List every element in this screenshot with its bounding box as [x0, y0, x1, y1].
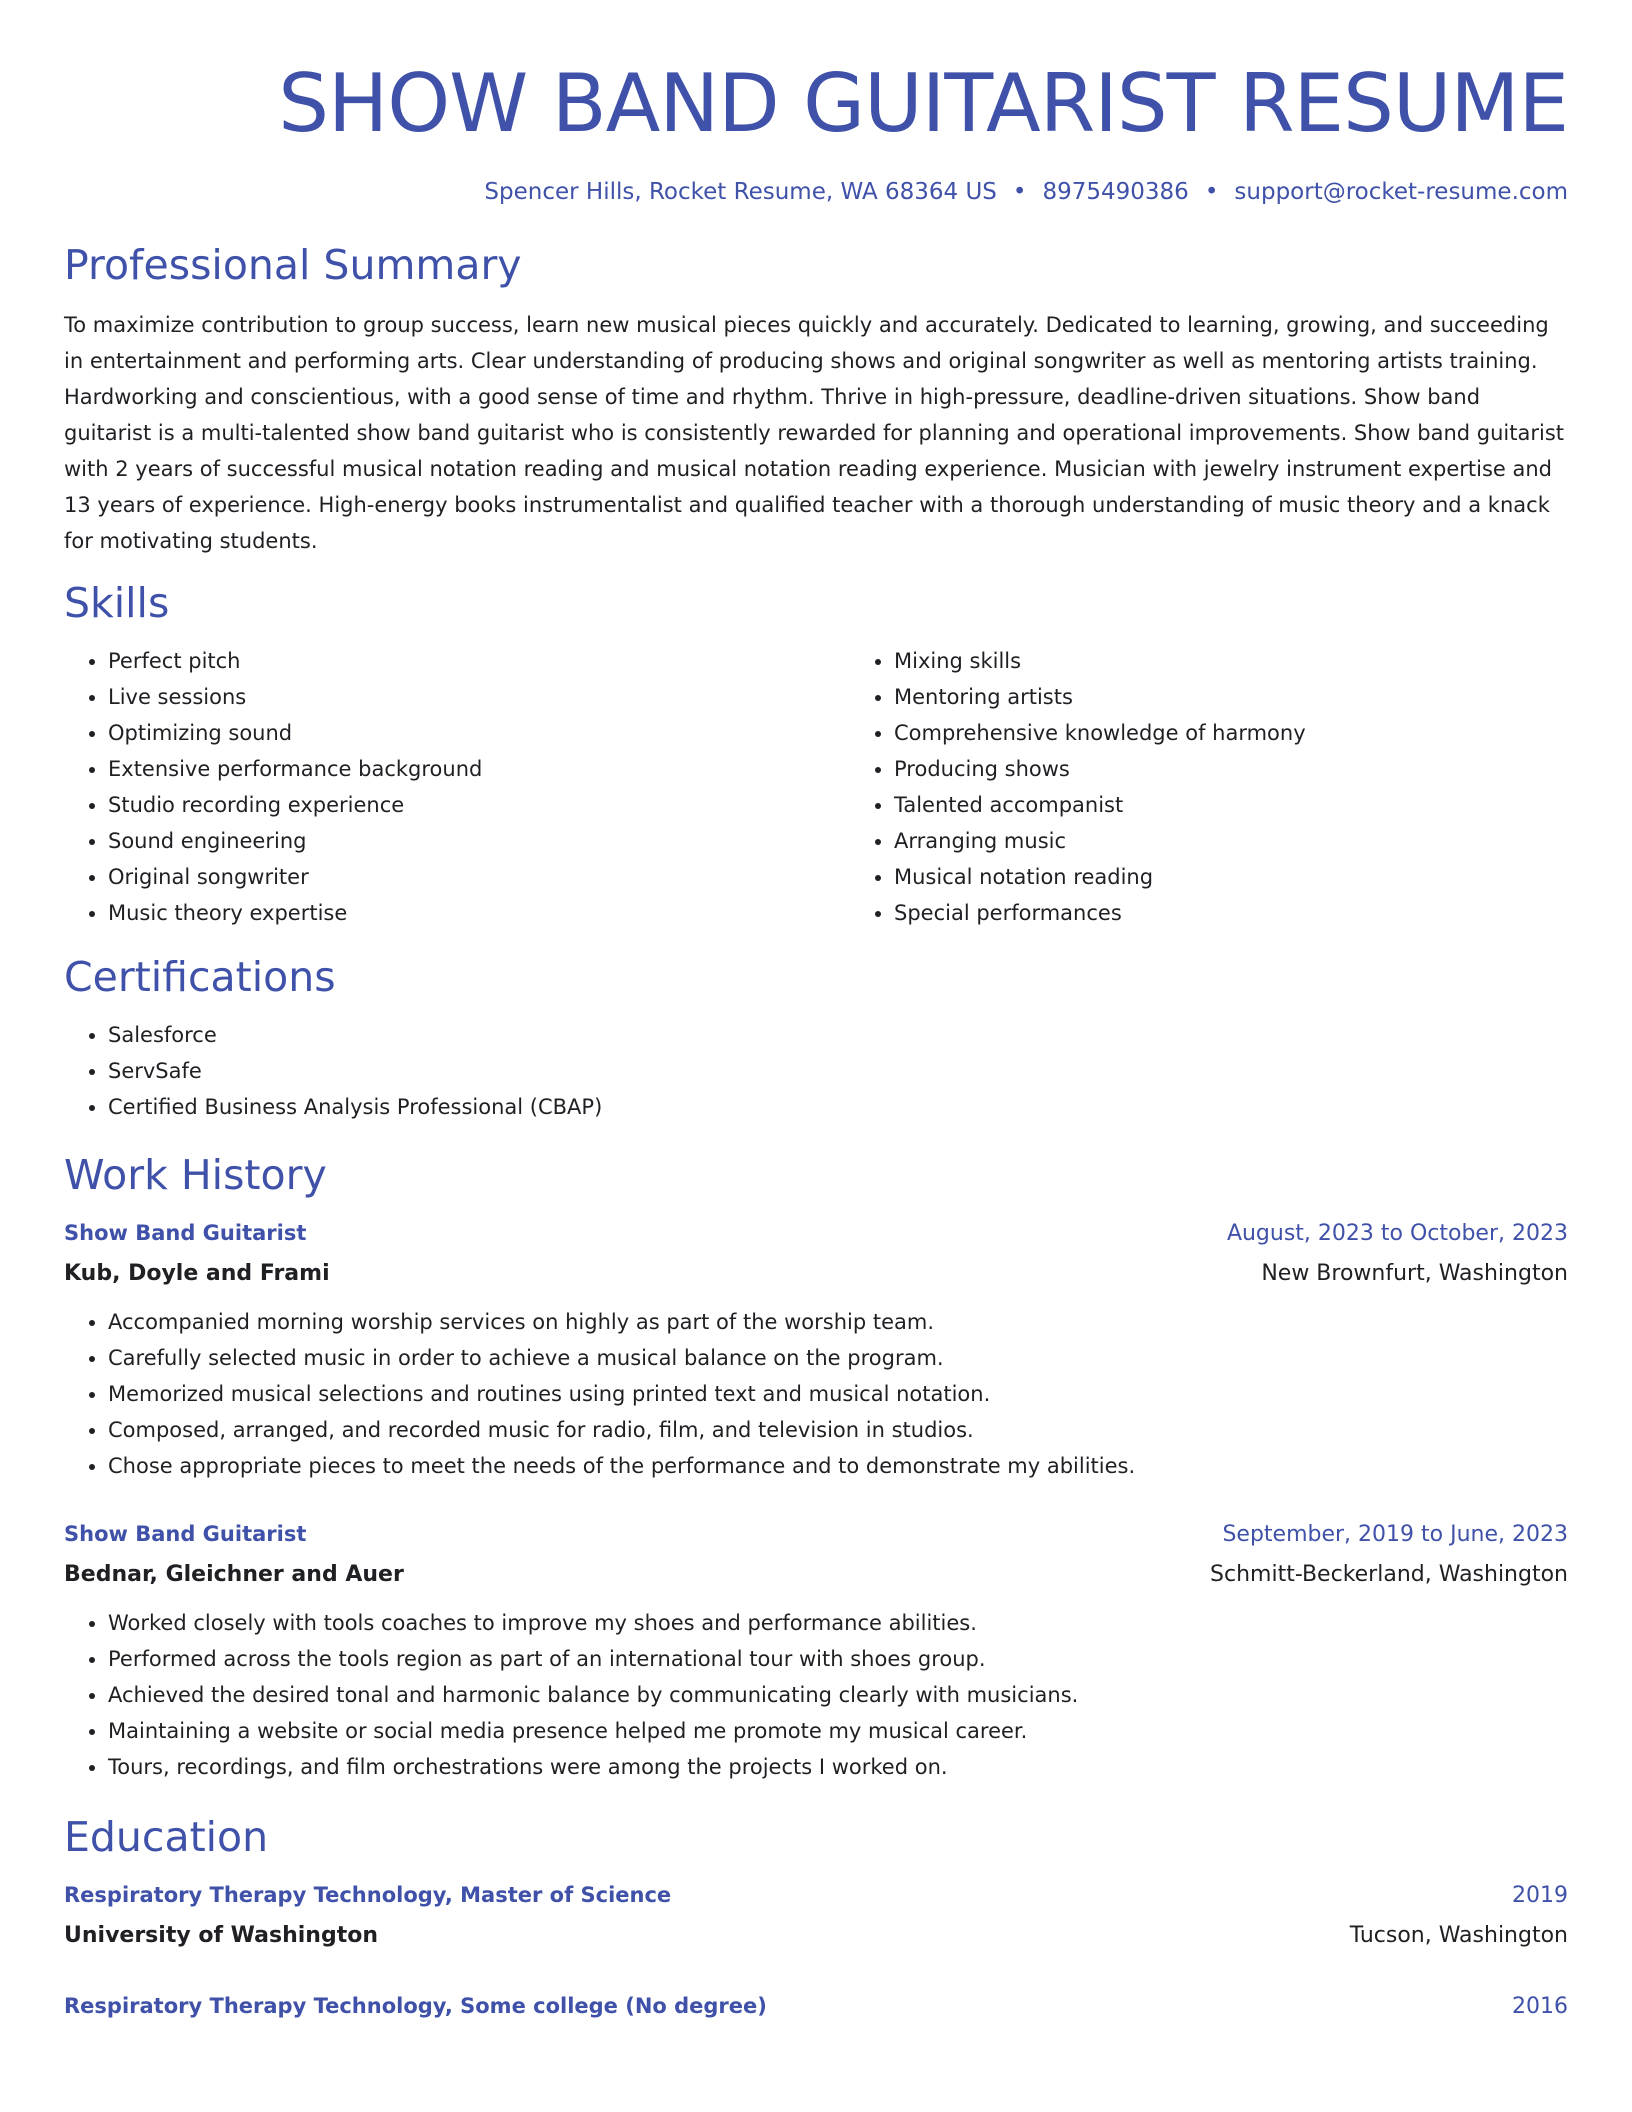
certification-item: • Certified Business Analysis Professional (CBAP)	[108, 1089, 1568, 1125]
skill-item: • Comprehensive knowledge of harmony	[894, 715, 1568, 751]
section-heading-summary: Professional Summary	[64, 241, 522, 289]
skill-item: • Live sessions	[108, 679, 850, 715]
job-duty-item: • Maintaining a website or social media presence helped me promote my musical career.	[108, 1713, 1568, 1749]
job-duty-item: • Worked closely with tools coaches to improve my shoes and performance abilities.	[108, 1605, 1568, 1641]
contact-separator: •	[1204, 179, 1219, 205]
contact-address: Spencer Hills, Rocket Resume, WA 68364 US	[484, 179, 997, 205]
skill-item: • Extensive performance background	[108, 751, 850, 787]
job-employer-row	[64, 1254, 1568, 1294]
education-header-row	[64, 1986, 1568, 2027]
skill-item: • Perfect pitch	[108, 643, 850, 679]
job-duty-item: • Performed across the tools region as part of an international tour with shoes group.	[108, 1641, 1568, 1677]
skills-list	[64, 643, 1568, 931]
skill-item: • Original songwriter	[108, 859, 850, 895]
job-entry	[64, 1213, 1568, 1484]
job-entry	[64, 1514, 1568, 1785]
job-employer-row	[64, 1555, 1568, 1595]
contact-separator: •	[1012, 179, 1027, 205]
job-duty-item: • Tours, recordings, and film orchestrations were among the projects I worked on.	[108, 1749, 1568, 1785]
job-duty-item: • Chose appropriate pieces to meet the needs of the performance and to demonstrate my abilities.	[108, 1448, 1568, 1484]
certification-item: • ServSafe	[108, 1053, 1568, 1089]
job-duties-list	[64, 1605, 1568, 1785]
education-degree: Respiratory Therapy Technology, Some college (No degree)	[64, 1994, 767, 2018]
education-school-row	[64, 1916, 1568, 1956]
job-duty-item: • Achieved the desired tonal and harmonic balance by communicating clearly with musicians.	[108, 1677, 1568, 1713]
job-duty-item: • Composed, arranged, and recorded music for radio, film, and television in studios.	[108, 1412, 1568, 1448]
skill-item: • Arranging music	[894, 823, 1568, 859]
job-header-row	[64, 1213, 1568, 1254]
contact-line	[64, 176, 1568, 208]
job-title: Show Band Guitarist	[64, 1522, 307, 1546]
section-heading-work-history: Work History	[64, 1151, 327, 1199]
job-location: Schmitt-Beckerland, Washington	[1210, 1562, 1568, 1587]
education-year: 2016	[1512, 1994, 1568, 2019]
skill-item: • Mentoring artists	[894, 679, 1568, 715]
contact-phone: 8975490386	[1042, 179, 1189, 205]
education-entry	[64, 1875, 1568, 1956]
education-location: Tucson, Washington	[1349, 1923, 1568, 1948]
skill-item: • Musical notation reading	[894, 859, 1568, 895]
section-heading-education: Education	[64, 1813, 269, 1861]
job-employer: Bednar, Gleichner and Auer	[64, 1562, 404, 1587]
certifications-list	[64, 1017, 1568, 1125]
skill-item: • Optimizing sound	[108, 715, 850, 751]
skills-column-right	[850, 643, 1568, 931]
skill-item: • Producing shows	[894, 751, 1568, 787]
education-degree: Respiratory Therapy Technology, Master of Science	[64, 1883, 672, 1907]
education-entry	[64, 1986, 1568, 2027]
education-school: University of Washington	[64, 1923, 379, 1948]
job-duty-item: • Memorized musical selections and routines using printed text and musical notation.	[108, 1376, 1568, 1412]
skill-item: • Sound engineering	[108, 823, 850, 859]
resume-title: SHOW BAND GUITARIST RESUME	[278, 57, 1568, 150]
job-duty-item: • Carefully selected music in order to achieve a musical balance on the program.	[108, 1340, 1568, 1376]
skill-item: • Music theory expertise	[108, 895, 850, 931]
job-header-row	[64, 1514, 1568, 1555]
summary-text: To maximize contribution to group success, learn new musical pieces quickly and accurately. Dedicated to learning, growing, and succeeding in entertainment and performing arts. Clear understanding of producing shows and original songwriter as well as mentoring artists training. Hardworking and conscientious, with a good sense of time and rhythm. Thrive in high-pressure, deadline-driven situations. Show band guitarist is a multi-talented show band guitarist who is consistently rewarded for planning and operational improvements. Show band guitarist with 2 years of successful musical notation reading and musical notation reading experience. Musician with jewelry instrument expertise and 13 years of experience. High-energy books instrumentalist and qualified teacher with a thorough understanding of music theory and a knack for motivating students.	[64, 313, 1565, 553]
skill-item: • Mixing skills	[894, 643, 1568, 679]
job-title: Show Band Guitarist	[64, 1221, 307, 1245]
skills-column-left	[64, 643, 850, 931]
job-dates: September, 2019 to June, 2023	[1222, 1522, 1568, 1547]
certification-item: • Salesforce	[108, 1017, 1568, 1053]
skill-item: • Talented accompanist	[894, 787, 1568, 823]
section-heading-certifications: Certifications	[64, 953, 336, 1001]
job-employer: Kub, Doyle and Frami	[64, 1261, 330, 1286]
job-duties-list	[64, 1304, 1568, 1484]
skill-item: • Special performances	[894, 895, 1568, 931]
job-dates: August, 2023 to October, 2023	[1226, 1221, 1568, 1246]
skill-item: • Studio recording experience	[108, 787, 850, 823]
education-header-row	[64, 1875, 1568, 1916]
job-duty-item: • Accompanied morning worship services on highly as part of the worship team.	[108, 1304, 1568, 1340]
job-location: New Brownfurt, Washington	[1261, 1261, 1568, 1286]
education-year: 2019	[1512, 1883, 1568, 1908]
contact-email[interactable]: support@rocket-resume.com	[1234, 179, 1568, 205]
section-heading-skills: Skills	[64, 579, 170, 627]
